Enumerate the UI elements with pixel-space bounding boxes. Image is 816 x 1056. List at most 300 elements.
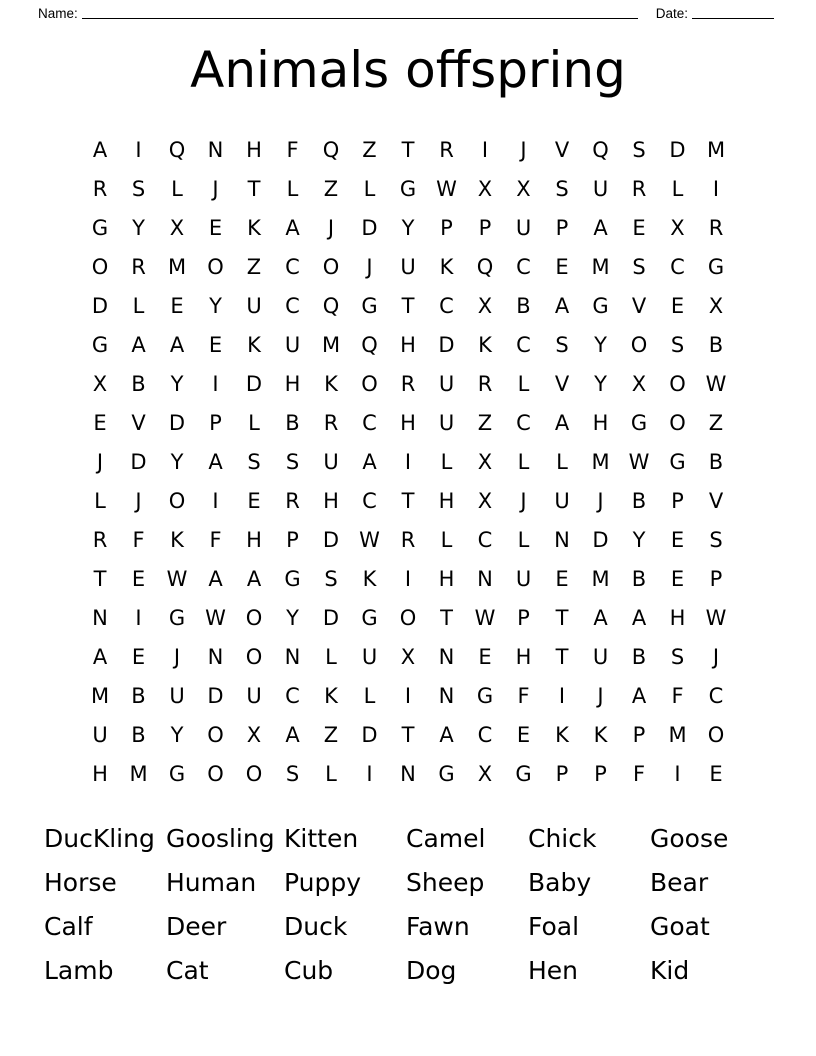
grid-cell[interactable]: R (285, 488, 300, 513)
grid-cell[interactable]: E (170, 293, 184, 318)
grid-cell[interactable]: W (705, 605, 727, 630)
grid-cell[interactable]: D (245, 371, 263, 396)
grid-cell[interactable]: A (631, 605, 647, 630)
grid-cell[interactable]: E (555, 254, 569, 279)
grid-cell[interactable]: U (361, 644, 378, 669)
grid-cell[interactable]: D (91, 293, 109, 318)
grid-cell[interactable]: M (706, 137, 726, 162)
grid-cell[interactable]: Z (477, 410, 493, 435)
grid-cell[interactable]: P (286, 527, 299, 552)
grid-cell[interactable]: N (554, 527, 570, 552)
grid-cell[interactable]: C (477, 527, 493, 552)
grid-cell[interactable]: B (285, 410, 300, 435)
grid-cell[interactable]: F (286, 137, 299, 162)
grid-cell[interactable]: H (92, 761, 108, 786)
grid-cell[interactable]: H (592, 410, 609, 435)
grid-cell[interactable]: F (132, 527, 145, 552)
grid-cell[interactable]: V (131, 410, 146, 435)
grid-cell[interactable]: P (709, 566, 723, 591)
grid-cell[interactable]: X (631, 371, 647, 396)
grid-cell[interactable]: I (135, 605, 142, 630)
grid-cell[interactable]: Q (322, 293, 340, 318)
grid-cell[interactable]: O (399, 605, 417, 630)
grid-cell[interactable]: Q (592, 137, 609, 162)
grid-cell[interactable]: J (712, 644, 720, 669)
grid-cell[interactable]: Y (594, 332, 607, 357)
grid-cell[interactable]: L (94, 488, 106, 513)
grid-cell[interactable]: H (284, 371, 301, 396)
grid-cell[interactable]: W (474, 605, 496, 630)
grid-cell[interactable]: X (708, 293, 724, 318)
grid-cell[interactable]: D (361, 722, 378, 747)
grid-cell[interactable]: U (246, 683, 262, 708)
grid-cell[interactable]: E (670, 293, 685, 318)
grid-cell[interactable]: X (477, 176, 493, 201)
grid-cell[interactable]: B (131, 722, 146, 747)
grid-cell[interactable]: E (516, 722, 531, 747)
grid-cell[interactable]: I (404, 449, 412, 474)
grid-cell[interactable]: W (359, 527, 380, 552)
word-item[interactable]: Camel (406, 824, 486, 853)
grid-cell[interactable]: E (632, 215, 646, 240)
word-item[interactable]: Human (166, 868, 257, 897)
grid-cell[interactable]: A (92, 644, 108, 669)
grid-cell[interactable]: V (631, 293, 647, 318)
grid-cell[interactable]: M (591, 449, 610, 474)
grid-cell[interactable]: C (285, 293, 300, 318)
grid-cell[interactable]: E (131, 566, 146, 591)
grid-cell[interactable]: D (322, 605, 340, 630)
grid-cell[interactable]: P (478, 215, 492, 240)
grid-cell[interactable]: A (554, 410, 570, 435)
grid-cell[interactable]: P (517, 605, 530, 630)
grid-cell[interactable]: R (631, 176, 647, 201)
grid-cell[interactable]: L (286, 176, 299, 201)
grid-cell[interactable]: H (669, 605, 686, 630)
grid-cell[interactable]: O (207, 722, 224, 747)
grid-cell[interactable]: S (285, 761, 300, 786)
grid-cell[interactable]: K (170, 527, 184, 552)
name-input-line[interactable] (82, 18, 638, 19)
word-item[interactable]: Lamb (44, 956, 114, 985)
grid-cell[interactable]: S (632, 254, 646, 279)
grid-cell[interactable]: K (439, 254, 454, 279)
date-input-line[interactable] (692, 18, 774, 19)
grid-cell[interactable]: B (131, 683, 146, 708)
grid-cell[interactable]: P (440, 215, 453, 240)
grid-cell[interactable]: A (593, 605, 608, 630)
word-item[interactable]: Duck (284, 912, 348, 941)
grid-cell[interactable]: G (476, 683, 494, 708)
grid-cell[interactable]: U (438, 410, 455, 435)
grid-cell[interactable]: E (555, 566, 569, 591)
grid-cell[interactable]: L (248, 410, 260, 435)
grid-cell[interactable]: Z (708, 410, 724, 435)
grid-cell[interactable]: U (169, 683, 185, 708)
grid-cell[interactable]: D (438, 332, 455, 357)
word-item[interactable]: Goosling (166, 824, 275, 853)
grid-cell[interactable]: B (708, 449, 724, 474)
grid-cell[interactable]: T (247, 176, 261, 201)
grid-cell[interactable]: U (554, 488, 570, 513)
grid-cell[interactable]: Y (209, 293, 222, 318)
grid-cell[interactable]: U (592, 176, 609, 201)
grid-cell[interactable]: U (515, 566, 532, 591)
grid-cell[interactable]: J (96, 449, 104, 474)
grid-cell[interactable]: M (167, 254, 187, 279)
grid-cell[interactable]: K (555, 722, 569, 747)
grid-cell[interactable]: O (245, 761, 263, 786)
grid-cell[interactable]: R (439, 137, 454, 162)
grid-cell[interactable]: X (477, 761, 493, 786)
grid-cell[interactable]: T (401, 722, 415, 747)
grid-cell[interactable]: W (705, 371, 727, 396)
grid-cell[interactable]: G (630, 410, 648, 435)
grid-cell[interactable]: O (245, 644, 263, 669)
grid-cell[interactable]: H (323, 488, 339, 513)
grid-cell[interactable]: G (438, 761, 455, 786)
grid-cell[interactable]: L (171, 176, 183, 201)
grid-cell[interactable]: G (669, 449, 686, 474)
grid-cell[interactable]: J (597, 488, 604, 513)
word-item[interactable]: Foal (528, 912, 580, 941)
grid-cell[interactable]: K (324, 683, 338, 708)
grid-cell[interactable]: V (708, 488, 724, 513)
grid-cell[interactable]: W (436, 176, 457, 201)
grid-cell[interactable]: X (169, 215, 185, 240)
grid-cell[interactable]: F (517, 683, 530, 708)
grid-cell[interactable]: I (481, 137, 489, 162)
grid-cell[interactable]: L (517, 371, 530, 396)
grid-cell[interactable]: P (594, 761, 607, 786)
grid-cell[interactable]: C (362, 410, 377, 435)
word-item[interactable]: DucKling (44, 824, 155, 853)
grid-cell[interactable]: F (209, 527, 222, 552)
grid-cell[interactable]: L (363, 176, 376, 201)
word-item[interactable]: Goat (650, 912, 710, 941)
grid-cell[interactable]: G (515, 761, 532, 786)
grid-cell[interactable]: G (168, 605, 186, 630)
grid-cell[interactable]: H (515, 644, 532, 669)
grid-cell[interactable]: O (669, 371, 686, 396)
word-item[interactable]: Goose (650, 824, 729, 853)
grid-cell[interactable]: B (708, 332, 724, 357)
grid-cell[interactable]: I (674, 761, 681, 786)
word-item[interactable]: Cat (166, 956, 209, 985)
grid-cell[interactable]: E (247, 488, 261, 513)
grid-cell[interactable]: G (592, 293, 609, 318)
grid-cell[interactable]: B (631, 566, 647, 591)
grid-cell[interactable]: Q (322, 137, 340, 162)
grid-cell[interactable]: V (554, 371, 570, 396)
grid-cell[interactable]: G (707, 254, 725, 279)
grid-cell[interactable]: U (438, 371, 455, 396)
grid-cell[interactable]: R (92, 527, 108, 552)
word-item[interactable]: Kitten (284, 824, 359, 853)
grid-cell[interactable]: S (555, 176, 569, 201)
grid-cell[interactable]: M (591, 566, 610, 591)
grid-cell[interactable]: Q (476, 254, 494, 279)
grid-cell[interactable]: P (209, 410, 222, 435)
grid-cell[interactable]: Y (401, 215, 415, 240)
grid-cell[interactable]: D (207, 683, 224, 708)
grid-cell[interactable]: Z (246, 254, 262, 279)
grid-cell[interactable]: A (246, 566, 262, 591)
grid-cell[interactable]: N (477, 566, 493, 591)
grid-cell[interactable]: N (284, 644, 301, 669)
grid-cell[interactable]: W (628, 449, 650, 474)
grid-cell[interactable]: V (554, 137, 570, 162)
grid-cell[interactable]: S (131, 176, 146, 201)
grid-cell[interactable]: K (247, 332, 261, 357)
grid-cell[interactable]: W (166, 566, 188, 591)
grid-cell[interactable]: Z (323, 722, 339, 747)
grid-cell[interactable]: R (400, 527, 416, 552)
grid-cell[interactable]: L (132, 293, 145, 318)
grid-cell[interactable]: B (631, 488, 647, 513)
grid-cell[interactable]: U (400, 254, 416, 279)
grid-cell[interactable]: Y (170, 449, 184, 474)
grid-cell[interactable]: L (440, 449, 453, 474)
grid-cell[interactable]: C (708, 683, 724, 708)
grid-cell[interactable]: X (477, 293, 493, 318)
grid-cell[interactable]: G (91, 332, 109, 357)
grid-cell[interactable]: U (592, 644, 609, 669)
grid-cell[interactable]: P (555, 761, 569, 786)
grid-cell[interactable]: U (246, 293, 262, 318)
grid-cell[interactable]: H (246, 527, 262, 552)
word-item[interactable]: Dog (406, 956, 457, 985)
grid-cell[interactable]: A (92, 137, 108, 162)
grid-cell[interactable]: T (401, 137, 415, 162)
grid-cell[interactable]: G (361, 293, 378, 318)
grid-cell[interactable]: T (555, 644, 569, 669)
grid-cell[interactable]: Y (132, 215, 145, 240)
grid-cell[interactable]: S (324, 566, 338, 591)
grid-cell[interactable]: I (212, 371, 219, 396)
grid-cell[interactable]: C (670, 254, 685, 279)
grid-cell[interactable]: L (325, 761, 337, 786)
grid-cell[interactable]: M (668, 722, 687, 747)
grid-cell[interactable]: O (361, 371, 378, 396)
grid-cell[interactable]: D (130, 449, 147, 474)
grid-cell[interactable]: I (558, 683, 566, 708)
grid-cell[interactable]: X (246, 722, 262, 747)
grid-cell[interactable]: F (632, 761, 646, 786)
grid-cell[interactable]: A (131, 332, 146, 357)
grid-cell[interactable]: B (131, 371, 146, 396)
grid-cell[interactable]: P (555, 215, 569, 240)
grid-cell[interactable]: N (438, 644, 455, 669)
grid-cell[interactable]: M (591, 254, 610, 279)
grid-cell[interactable]: G (284, 566, 301, 591)
grid-cell[interactable]: A (593, 215, 608, 240)
grid-cell[interactable]: C (477, 722, 493, 747)
grid-cell[interactable]: W (205, 605, 226, 630)
grid-cell[interactable]: J (520, 488, 527, 513)
word-item[interactable]: Calf (44, 912, 93, 941)
grid-cell[interactable]: I (366, 761, 373, 786)
grid-cell[interactable]: R (92, 176, 108, 201)
grid-cell[interactable]: A (285, 215, 300, 240)
grid-cell[interactable]: K (247, 215, 261, 240)
grid-cell[interactable]: A (285, 722, 300, 747)
word-item[interactable]: Cub (284, 956, 334, 985)
grid-cell[interactable]: A (554, 293, 570, 318)
grid-cell[interactable]: A (208, 449, 223, 474)
grid-cell[interactable]: K (593, 722, 608, 747)
grid-cell[interactable]: S (285, 449, 300, 474)
grid-cell[interactable]: A (362, 449, 377, 474)
grid-cell[interactable]: L (671, 176, 684, 201)
grid-cell[interactable]: R (400, 371, 416, 396)
grid-cell[interactable]: O (168, 488, 186, 513)
grid-cell[interactable]: M (321, 332, 341, 357)
grid-cell[interactable]: E (208, 332, 223, 357)
word-item[interactable]: Sheep (406, 868, 485, 897)
word-item[interactable]: Puppy (284, 868, 362, 897)
grid-cell[interactable]: A (631, 683, 647, 708)
grid-cell[interactable]: Q (168, 137, 186, 162)
grid-cell[interactable]: Y (170, 722, 184, 747)
grid-cell[interactable]: N (438, 683, 455, 708)
grid-cell[interactable]: A (208, 566, 223, 591)
grid-cell[interactable]: L (440, 527, 453, 552)
grid-cell[interactable]: M (90, 683, 110, 708)
grid-cell[interactable]: E (208, 215, 223, 240)
grid-cell[interactable]: C (516, 332, 531, 357)
grid-cell[interactable]: M (129, 761, 148, 786)
grid-cell[interactable]: I (404, 566, 412, 591)
grid-cell[interactable]: I (712, 176, 720, 201)
grid-cell[interactable]: B (631, 644, 647, 669)
word-item[interactable]: Hen (528, 956, 579, 985)
grid-cell[interactable]: Z (362, 137, 377, 162)
grid-cell[interactable]: C (439, 293, 454, 318)
grid-cell[interactable]: H (400, 410, 416, 435)
grid-cell[interactable]: S (555, 332, 569, 357)
grid-cell[interactable]: K (362, 566, 377, 591)
grid-cell[interactable]: T (440, 605, 453, 630)
grid-cell[interactable]: Y (170, 371, 184, 396)
grid-cell[interactable]: O (207, 254, 224, 279)
grid-cell[interactable]: A (169, 332, 185, 357)
grid-cell[interactable]: E (478, 644, 492, 669)
grid-cell[interactable]: N (92, 605, 108, 630)
grid-cell[interactable]: S (632, 137, 646, 162)
grid-cell[interactable]: T (555, 605, 569, 630)
grid-cell[interactable]: G (399, 176, 417, 201)
grid-cell[interactable]: G (168, 761, 186, 786)
grid-cell[interactable]: O (207, 761, 224, 786)
grid-cell[interactable]: Y (594, 371, 607, 396)
grid-cell[interactable]: C (516, 410, 531, 435)
grid-cell[interactable]: H (438, 488, 455, 513)
grid-cell[interactable]: L (517, 449, 530, 474)
grid-cell[interactable]: T (401, 488, 415, 513)
grid-cell[interactable]: J (597, 683, 604, 708)
grid-cell[interactable]: Y (286, 605, 299, 630)
grid-cell[interactable]: X (400, 644, 416, 669)
grid-cell[interactable]: L (556, 449, 568, 474)
grid-cell[interactable]: O (630, 332, 648, 357)
grid-cell[interactable]: D (592, 527, 609, 552)
grid-cell[interactable]: C (285, 683, 300, 708)
grid-cell[interactable]: X (477, 449, 493, 474)
grid-cell[interactable]: C (285, 254, 300, 279)
grid-cell[interactable]: R (708, 215, 724, 240)
grid-cell[interactable]: L (325, 644, 337, 669)
grid-cell[interactable]: G (361, 605, 378, 630)
grid-cell[interactable]: J (366, 254, 373, 279)
grid-cell[interactable]: E (93, 410, 107, 435)
grid-cell[interactable]: L (363, 683, 376, 708)
grid-cell[interactable]: X (516, 176, 531, 201)
grid-cell[interactable]: X (92, 371, 108, 396)
grid-cell[interactable]: K (324, 371, 338, 396)
grid-cell[interactable]: E (670, 566, 685, 591)
grid-cell[interactable]: S (670, 644, 685, 669)
grid-cell[interactable]: I (404, 683, 412, 708)
grid-cell[interactable]: N (207, 137, 224, 162)
grid-cell[interactable]: U (284, 332, 301, 357)
grid-cell[interactable]: D (322, 527, 340, 552)
grid-cell[interactable]: J (173, 644, 181, 669)
grid-cell[interactable]: Q (361, 332, 378, 357)
grid-cell[interactable]: C (516, 254, 531, 279)
grid-cell[interactable]: P (632, 722, 646, 747)
grid-cell[interactable]: S (247, 449, 261, 474)
grid-cell[interactable]: D (168, 410, 186, 435)
word-item[interactable]: Chick (528, 824, 597, 853)
word-item[interactable]: Deer (166, 912, 227, 941)
word-item[interactable]: Bear (650, 868, 709, 897)
grid-cell[interactable]: B (516, 293, 531, 318)
word-item[interactable]: Kid (650, 956, 690, 985)
word-item[interactable]: Baby (528, 868, 592, 897)
grid-cell[interactable]: U (515, 215, 532, 240)
grid-cell[interactable]: D (669, 137, 686, 162)
grid-cell[interactable]: P (671, 488, 684, 513)
grid-cell[interactable]: E (670, 527, 685, 552)
grid-cell[interactable]: O (707, 722, 725, 747)
grid-cell[interactable]: H (400, 332, 416, 357)
grid-cell[interactable]: L (517, 527, 530, 552)
grid-cell[interactable]: O (322, 254, 340, 279)
grid-cell[interactable]: H (438, 566, 455, 591)
grid-cell[interactable]: Z (323, 176, 339, 201)
grid-cell[interactable]: T (401, 293, 415, 318)
grid-cell[interactable]: J (520, 137, 527, 162)
grid-cell[interactable]: E (709, 761, 723, 786)
grid-cell[interactable]: H (246, 137, 262, 162)
grid-cell[interactable]: S (670, 332, 685, 357)
grid-cell[interactable]: J (327, 215, 335, 240)
grid-cell[interactable]: Y (632, 527, 646, 552)
grid-cell[interactable]: I (212, 488, 219, 513)
grid-cell[interactable]: I (135, 137, 142, 162)
grid-cell[interactable]: N (400, 761, 416, 786)
grid-cell[interactable]: G (91, 215, 109, 240)
grid-cell[interactable]: U (92, 722, 108, 747)
grid-cell[interactable]: S (709, 527, 723, 552)
grid-cell[interactable]: J (135, 488, 142, 513)
grid-cell[interactable]: A (439, 722, 454, 747)
grid-cell[interactable]: O (245, 605, 263, 630)
grid-cell[interactable]: R (477, 371, 493, 396)
grid-cell[interactable]: F (671, 683, 684, 708)
grid-cell[interactable]: O (669, 410, 686, 435)
